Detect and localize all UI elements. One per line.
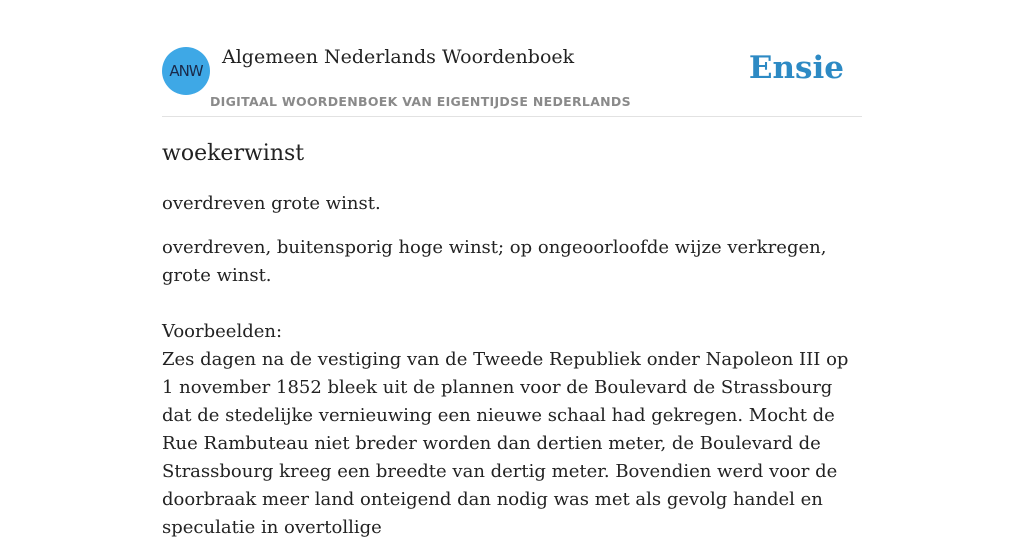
site-subtitle: DIGITAAL WOORDENBOEK VAN EIGENTIJDSE NEDERLANDS <box>210 94 631 109</box>
ensie-logo[interactable]: Ensie <box>748 50 844 86</box>
page-title: woekerwinst <box>162 141 305 166</box>
site-header <box>162 40 862 117</box>
entry-content <box>162 138 862 542</box>
long-definition: overdreven, buitensporig hoge winst; op ongeoorloofde wijze verkregen, grote winst. <box>162 237 827 286</box>
example-text: Zes dagen na de vestiging van de Tweede Republiek onder Napoleon III op 1 november 1852 bleek uit de plannen voor de Boulevard de Strassbourg dat de stedelijke vernieuwing een nieuwe schaal had gekregen. Mocht de Rue Rambuteau niet breder worden dan dertien meter, de Boulevard de Strassbourg kreeg een breedte van dertig meter. Bovendien werd voor de doorbraak meer land onteigend dan nodig was met als gevolg handel en speculatie in overtollige <box>162 349 849 538</box>
anw-logo[interactable]: ANW <box>162 47 210 95</box>
site-title[interactable]: Algemeen Nederlands Woordenboek <box>222 46 575 68</box>
examples-heading: Voorbeelden: <box>162 321 283 342</box>
short-definition: overdreven grote winst. <box>162 193 381 214</box>
